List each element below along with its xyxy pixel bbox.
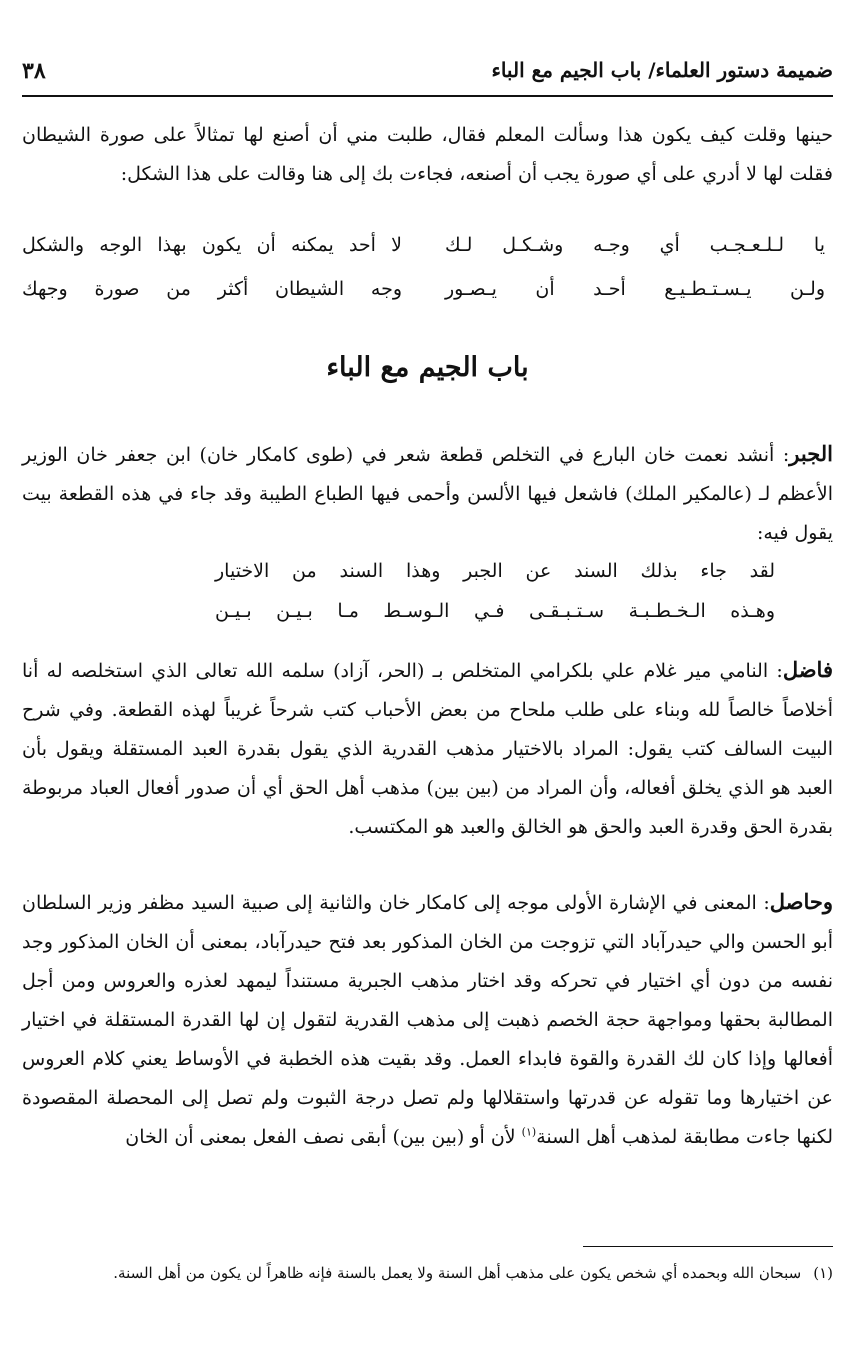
header-rule bbox=[22, 95, 833, 97]
poem1-verse-2-first-hemistich: ولـن يـسـتـطـيـع أحـد أن يـصـور bbox=[445, 278, 825, 300]
jabr-text: : أنشد نعمت خان البارع في التخلص قطعة شعر في (طوى كامكار خان) ابن جعفر خان الوزير الأعظم لـ (عالمكير الملك) فاشعل فيها الألسن وأحمى فيها الطباع الطيبة وقد جاء في هذه القطعة بيت يقول فيه: bbox=[22, 444, 833, 544]
intro-text: حينها وقلت كيف يكون هذا وسألت المعلم فقال، طلبت مني أن أصنع لها تمثالاً على صورة الشيطان فقلت لها لا أدري على أي صورة يجب أن أصنعه، فجاءت بك إلى هنا وقالت على هذا الشكل: bbox=[22, 124, 833, 185]
poem1-verse-2 bbox=[22, 278, 833, 318]
section-title: باب الجيم مع الباء bbox=[326, 352, 529, 383]
footnote-rule bbox=[583, 1246, 833, 1247]
poem1-verse-1 bbox=[22, 234, 833, 274]
hasil-keyword: وحاصل bbox=[769, 889, 833, 914]
poem2-line-2: وهـذه الـخـطـبـة سـتـبـقـى فـي الـوسـط مـا بـيـن بـيـن bbox=[215, 600, 775, 622]
footnote-number: (١) bbox=[813, 1264, 833, 1282]
hasil-text-continued: لأن أو (بين بين) أبقى نصف الفعل بمعنى أن الخان bbox=[125, 1126, 522, 1148]
poem1-verse-2-second-hemistich: وجه الشيطان أكثر من صورة وجهك bbox=[22, 278, 402, 300]
intro-paragraph bbox=[22, 116, 833, 194]
footnote-text: سبحان الله وبحمده أي شخص يكون على مذهب أهل السنة ولا يعمل بالسنة فإنه ظاهراً لن يكون من أهل السنة. bbox=[113, 1264, 802, 1282]
poem2-line-1: لقد جاء بذلك السند عن الجبر وهذا السند من الاختيار bbox=[215, 560, 775, 582]
running-header bbox=[22, 58, 833, 92]
footnote-reference: (١) bbox=[521, 1125, 537, 1139]
fadil-paragraph bbox=[22, 650, 833, 847]
poem1-verse-1-first-hemistich: يا لـلـعـجـب أي وجـه وشـكـل لـك bbox=[445, 234, 825, 256]
fadil-keyword: فاضل bbox=[782, 657, 833, 682]
jabr-paragraph bbox=[22, 434, 833, 553]
hasil-text: : المعنى في الإشارة الأولى موجه إلى كامكار خان والثانية إلى صبية السيد مظفر وزير السلطان أبو الحسن والي حيدرآباد التي تزوجت من الخان المذكور بعد فتح حيدرآباد، بمعنى أن الخان المذكور وجد نفسه من دون أي اختيار في تحركه وقد اختار مذهب الجبرية مستنداً ليمهد لعذره والعروس ومن أجل المطالبة بحقها ومواجهة حجة الخصم ذهبت إلى مذهب القدرية لتقول إن لها القدرة المستقلة في اختيار أفعالها وإذا كان لك القدرة والقوة فابداء العمل. وقد بقيت هذه الخطبة في الأوساط يعني كلام العروس عن اختيارها وما تقوله عن قدرتها واستقلالها ولم تصل درجة الثبوت ولم تصل إلى المحصلة المقصودة لكنها جاءت مطابقة لمذهب أهل السنة bbox=[22, 892, 833, 1148]
jabr-keyword: الجبر bbox=[789, 441, 833, 466]
header-title: ضميمة دستور العلماء/ باب الجيم مع الباء bbox=[491, 58, 833, 82]
hasil-paragraph bbox=[22, 882, 833, 1157]
footnote bbox=[22, 1258, 833, 1288]
poem1-verse-1-second-hemistich: لا أحد يمكنه أن يكون بهذا الوجه والشكل bbox=[22, 234, 402, 256]
page-number: ٣٨ bbox=[22, 58, 46, 84]
fadil-text: : النامي مير غلام علي بلكرامي المتخلص بـ (الحر، آزاد) سلمه الله تعالى الذي استخلصه له أنا أخلاصاً خالصاً لله وبناء على طلب ملحاح من بعض الأحباب كتب شرحاً غريباً لهذه القطعة. وفي شرح البيت السالف كتب يقول: المراد بالاختيار مذهب القدرية الذي يقول بقدرة العبد المستقلة ويقول بأن العبد هو الذي يخلق أفعاله، وأن المراد من (بين بين) مذهب أهل الحق أي أن صدور أفعال العباد مربوطة بقدرة الحق وقدرة العبد والحق هو الخالق والعبد هو المكتسب. bbox=[22, 660, 833, 838]
